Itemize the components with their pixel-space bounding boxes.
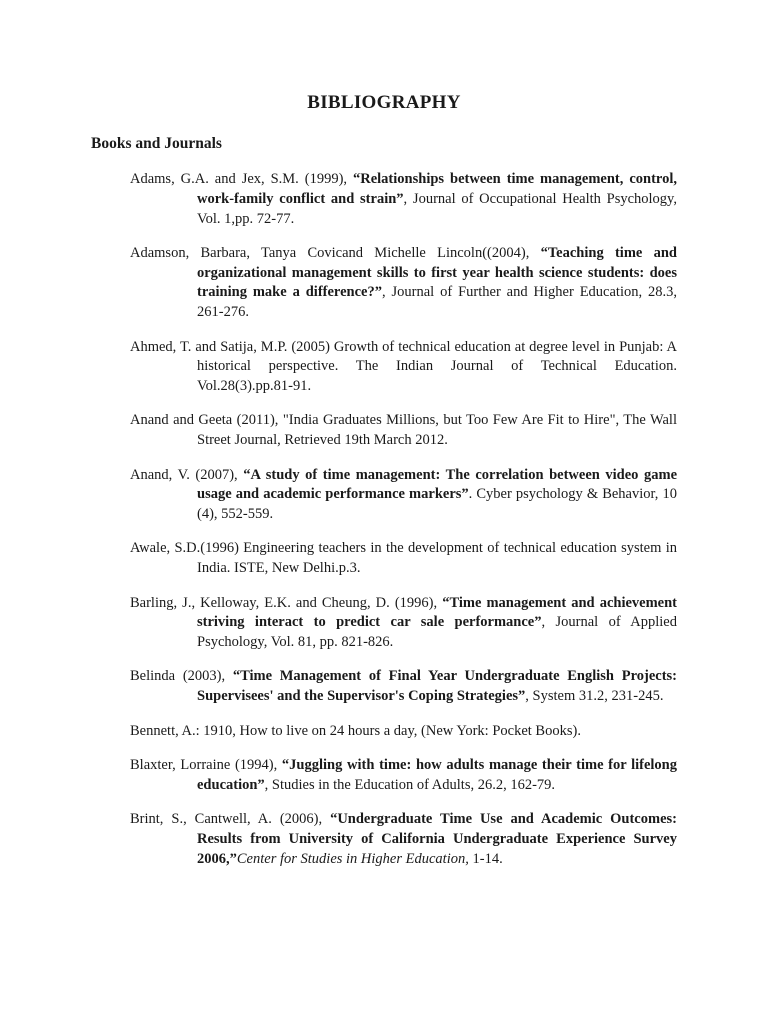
reference-entry: [130, 466, 677, 525]
reference-title: “Undergraduate Time Use and Academic Outcomes: Results from University of California Undergraduate Experience Survey 2006,”: [197, 810, 677, 867]
reference-title: “Time management and achievement striving interact to predict car sale performance”: [197, 594, 677, 631]
reference-text: Belinda (2003),: [130, 668, 233, 685]
reference-text: Awale, S.D.(1996) Engineering teachers in the development of technical education system in India. ISTE, New Delhi.p.3.: [130, 540, 677, 577]
reference-title: “Teaching time and organizational management skills to first year health science students: does training make a difference?”: [197, 244, 677, 301]
reference-entry: [130, 594, 677, 653]
page-title: BIBLIOGRAPHY: [307, 92, 461, 113]
reference-text: Ahmed, T. and Satija, M.P. (2005) Growth of technical education at degree level in Punjab: A historical perspective. The Indian Journal of Technical Education. Vol.28(3).pp.81-91.: [130, 338, 677, 395]
reference-title: “Juggling with time: how adults manage their time for lifelong education”: [197, 756, 678, 793]
reference-text: Barling, J., Kelloway, E.K. and Cheung, D. (1996),: [130, 594, 443, 611]
reference-title: “Relationships between time management, control, work-family conflict and strain”: [197, 171, 677, 207]
reference-text: Blaxter, Lorraine (1994),: [130, 756, 282, 773]
reference-entry: [130, 667, 677, 707]
reference-entry: [130, 722, 677, 742]
reference-source: , Studies in the Education of Adults, 26.2, 162-79.: [264, 776, 556, 793]
reference-journal: Center for Studies in Higher Education,: [236, 850, 469, 867]
reference-text: Brint, S., Cantwell, A. (2006),: [130, 810, 331, 827]
reference-entry: [130, 244, 677, 323]
reference-text: Anand and Geeta (2011), "India Graduates Millions, but Too Few Are Fit to Hire", The Wall Street Journal, Retrieved 19th March 2012.: [130, 412, 677, 449]
reference-list: [130, 170, 677, 884]
reference-source: , Journal of Applied Psychology, Vol. 81, pp. 821-826.: [197, 614, 677, 651]
reference-entry: [130, 411, 677, 451]
reference-text: Adams, G.A. and Jex, S.M. (1999),: [130, 171, 353, 187]
reference-source: . Cyber psychology & Behavior, 10 (4), 552-559.: [197, 486, 677, 523]
reference-entry: [130, 539, 677, 579]
reference-source: , Journal of Occupational Health Psychology, Vol. 1,pp. 72-77.: [197, 190, 677, 227]
reference-text: Anand, V. (2007),: [130, 466, 244, 483]
reference-title: “Time Management of Final Year Undergraduate English Projects: Supervisees' and the Supervisor's Coping Strategies”: [197, 668, 677, 705]
reference-entry: [130, 170, 677, 229]
section-heading: Books and Journals: [91, 135, 222, 152]
reference-source: , Journal of Further and Higher Education, 28.3, 261-276.: [197, 284, 678, 321]
reference-entry: [130, 810, 677, 869]
reference-entry: [130, 756, 677, 796]
reference-text: Adamson, Barbara, Tanya Covicand Michelle Lincoln((2004),: [130, 244, 541, 261]
reference-source: 1-14.: [468, 850, 503, 867]
reference-title: “A study of time management: The correlation between video game usage and academic performance markers”: [197, 466, 677, 503]
reference-entry: [130, 338, 677, 397]
reference-text: Bennett, A.: 1910, How to live on 24 hours a day, (New York: Pocket Books).: [130, 722, 581, 739]
reference-source: , System 31.2, 231-245.: [525, 688, 664, 705]
